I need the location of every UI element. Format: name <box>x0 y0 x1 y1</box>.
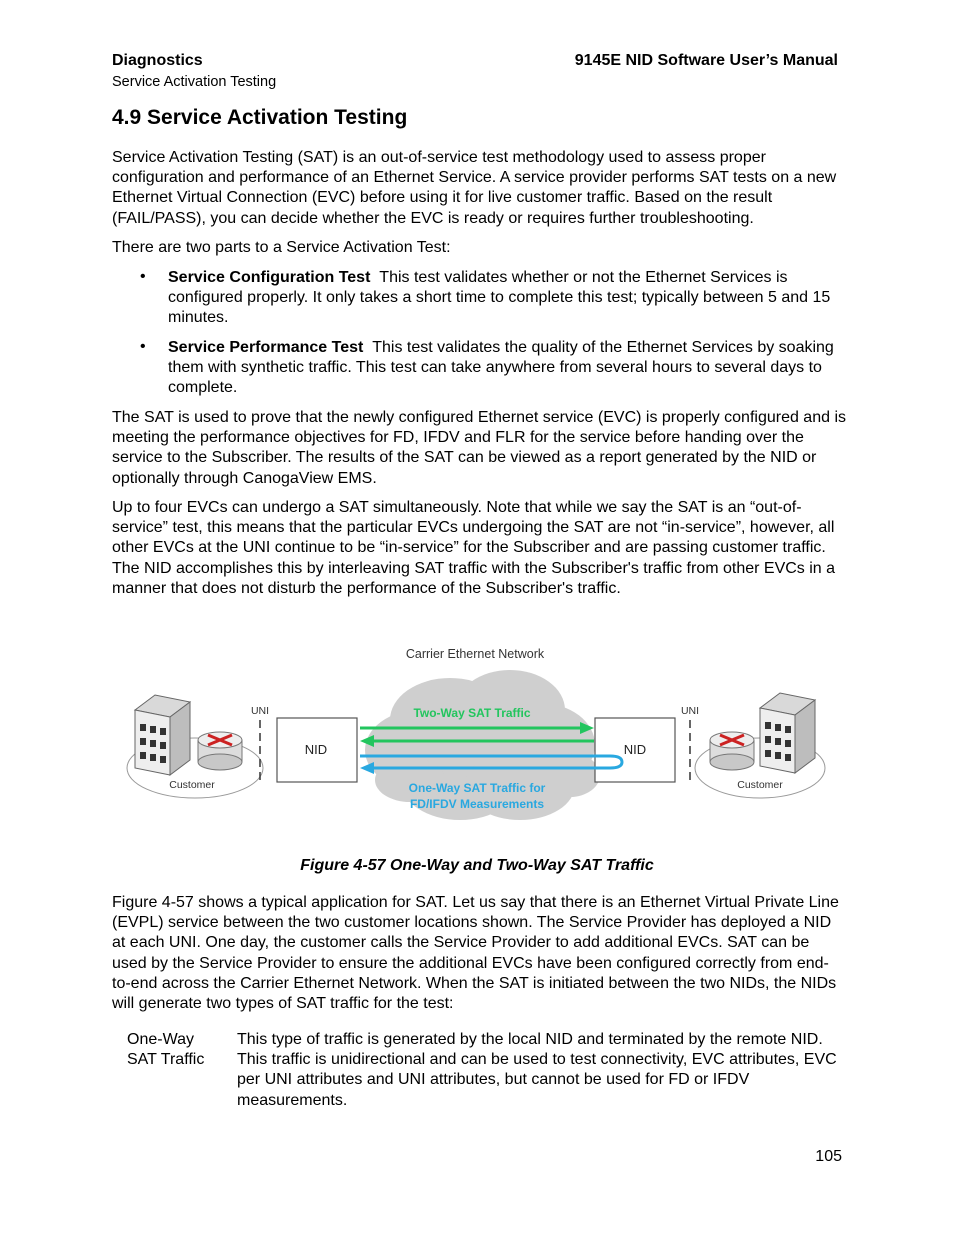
customer-label-right: Customer <box>737 779 783 791</box>
paragraph-typical-application: Figure 4-57 shows a typical application for SAT. Let us say that there is an Ethernet Virtual Private Line (EVPL) service between the two customer locations shown. The Service Provider has deployed a NID at each UNI. One day, the customer calls the Service Provider to add additional EVCs. SAT can be used by the Service Provider to ensure the additional EVCs have been configured correctly from end-to-end across the Carrier Ethernet Network. When the SAT is initiated between the two NIDs, the NIDs will generate two types of SAT traffic for the test: <box>112 894 839 1013</box>
network-label: Carrier Ethernet Network <box>405 647 545 661</box>
building-icon <box>135 695 190 775</box>
customer-site-left <box>127 695 263 798</box>
bullet-term: Service Performance Test <box>168 339 364 356</box>
paragraph-two-parts: There are two parts to a Service Activation Test: <box>112 239 451 256</box>
header-manual-title: 9145E NID Software User’s Manual <box>574 52 838 69</box>
bullet-service-performance-test <box>168 338 848 399</box>
definition-term-line2: SAT Traffic <box>127 1051 205 1069</box>
definition-term <box>127 1030 227 1070</box>
two-way-traffic-label: Two-Way SAT Traffic <box>413 706 531 720</box>
router-icon <box>198 732 242 770</box>
uni-label-right: UNI <box>680 705 700 717</box>
one-way-traffic-label-line2: FD/IFDV Measurements <box>409 797 545 811</box>
definition-term-line1: One-Way <box>127 1031 194 1048</box>
customer-site-right <box>695 693 825 798</box>
nid-label-left: NID <box>304 742 328 757</box>
figure-caption: Figure 4-57 One-Way and Two-Way SAT Traffic <box>300 857 654 874</box>
page-number: 105 <box>815 1148 842 1165</box>
bullet-text: This test validates the quality of the Ethernet Services by soaking them with synthetic traffic. This test can take anywhere from several hours to several days to complete. <box>168 339 834 397</box>
bullet-term: Service Configuration Test <box>168 269 371 286</box>
paragraph-sat-purpose: The SAT is used to prove that the newly configured Ethernet service (EVC) is properly configured and is meeting the performance objectives for FD, IFDV and FLR for the service before handing over the service to the Subscriber. The results of the SAT can be viewed as a report generated by the NID or optionally through CanogaView EMS. <box>112 409 846 487</box>
one-way-traffic-label-line1: One-Way SAT Traffic for <box>408 781 546 795</box>
definition-text: This type of traffic is generated by the local NID and terminated by the remote NID. This traffic is unidirectional and can be used to test connectivity, EVC attributes, EVC per UNI attributes and UNI attributes, but cannot be used for FD or IFDV measurements. <box>237 1031 837 1109</box>
paragraph-four-evcs: Up to four EVCs can undergo a SAT simultaneously. Note that while we say the SAT is an “out-of-service” test, this means that the particular EVCs undergoing the SAT are not “in-service”, however, all other EVCs at the UNI continue to be “in-service” for the Subscriber and are passing customer traffic. The NID accomplishes this by interleaving SAT traffic with the Subscriber's traffic from other EVCs in a manner that does not disturb the performance of the Subscriber's traffic. <box>112 499 836 597</box>
nid-label-right: NID <box>623 742 647 757</box>
customer-label-left: Customer <box>169 779 215 791</box>
uni-label-left: UNI <box>250 705 270 717</box>
sat-traffic-figure <box>120 640 830 830</box>
bullet-marker: • <box>140 338 146 355</box>
bullet-service-configuration-test <box>168 268 848 329</box>
building-icon <box>760 693 815 773</box>
router-icon <box>710 732 754 770</box>
header-subsection: Service Activation Testing <box>112 74 277 90</box>
bullet-text: This test validates whether or not the Ethernet Services is configured properly. It only takes a short time to complete this test; typically between 5 and 15 minutes. <box>168 269 831 327</box>
bullet-marker: • <box>140 268 146 285</box>
section-heading: 4.9 Service Activation Testing <box>112 106 408 129</box>
paragraph-intro: Service Activation Testing (SAT) is an out-of-service test methodology used to assess proper configuration and performance of an Ethernet Service. A service provider performs SAT tests on a new Ethernet Virtual Connection (EVC) before using it for live customer traffic. Based on the result (FAIL/PASS), you can decide whether the EVC is ready or requires further troubleshooting. <box>112 149 837 227</box>
header-section: Diagnostics <box>112 52 203 69</box>
